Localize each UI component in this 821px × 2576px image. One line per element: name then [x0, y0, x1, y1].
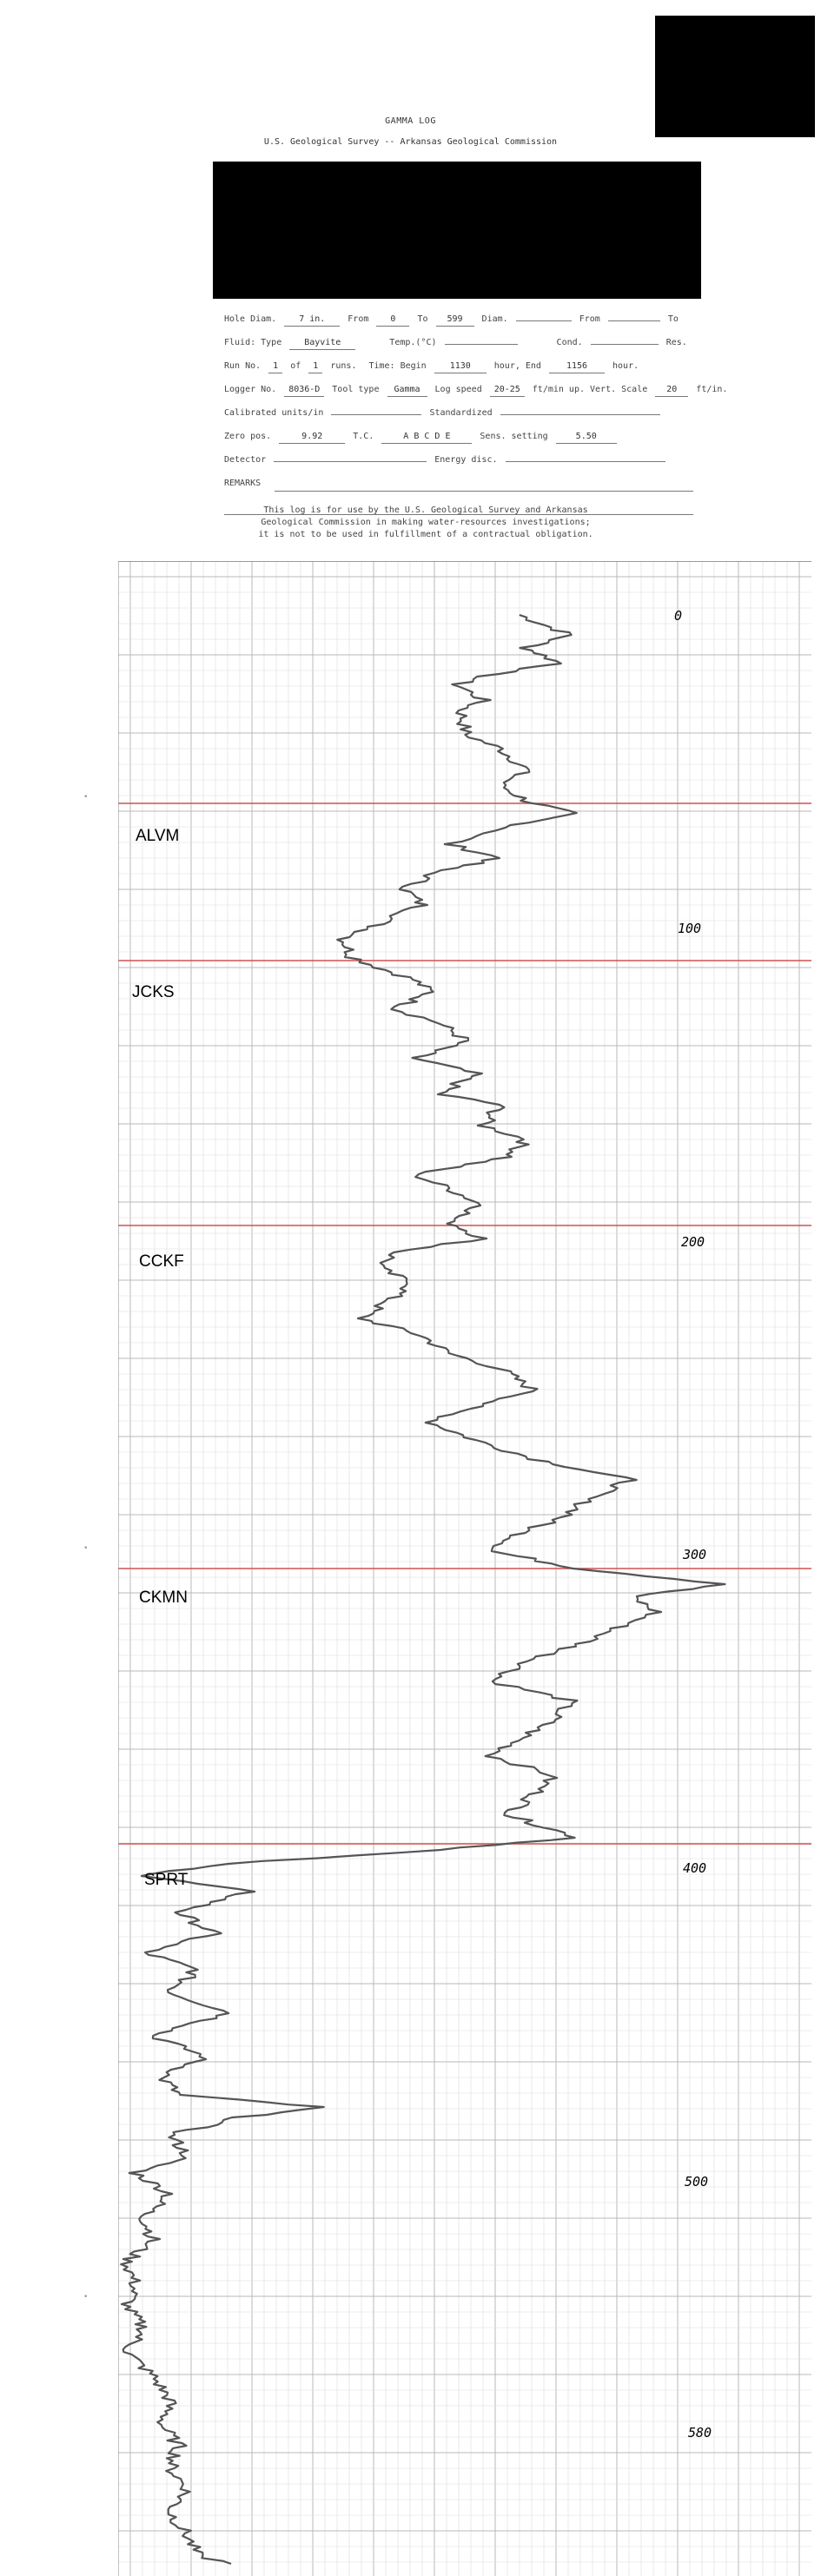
disclaimer-line-3: it is not to be used in fulfillment of a contractual obligation. — [258, 530, 593, 539]
logger-no-value: 8036-D — [284, 384, 324, 397]
remarks-label: REMARKS — [224, 479, 262, 488]
gamma-log-strip — [118, 561, 811, 2576]
runs-label: runs. — [330, 361, 357, 371]
detector-value — [274, 449, 427, 462]
calibrated-label: Calibrated units/in — [224, 408, 324, 418]
zero-pos-label: Zero pos. — [224, 432, 272, 441]
depth-label-500: 500 — [685, 2174, 709, 2190]
form-row-zero — [224, 425, 693, 448]
disclaimer-line-1: This log is for use by the U.S. Geological Survey and Arkansas — [263, 505, 588, 515]
formation-label-ckmn: CKMN — [139, 1589, 188, 1607]
to-label: To — [417, 314, 428, 324]
margin-mark: • — [83, 2293, 89, 2302]
redaction-block-header — [213, 162, 701, 299]
form-row-fluid — [224, 331, 693, 354]
sens-setting-value: 5.50 — [556, 431, 617, 444]
temp-value — [445, 332, 518, 345]
cond-value — [591, 332, 659, 345]
tool-type-value: Gamma — [387, 384, 427, 397]
log-subtitle: U.S. Geological Survey -- Arkansas Geological Commission — [263, 137, 558, 147]
diam-label: Diam. — [481, 314, 508, 324]
to2-label: To — [667, 314, 679, 324]
depth-label-580: 580 — [688, 2425, 712, 2441]
disclaimer — [200, 505, 652, 541]
of-label: of — [290, 361, 301, 371]
standardized-value — [500, 402, 660, 415]
logger-label: Logger No. — [224, 385, 277, 394]
form-row-remarks — [224, 472, 693, 495]
hour-end-label: hour, End — [493, 361, 541, 371]
speed-unit-label: ft/min up. Vert. Scale — [532, 385, 648, 394]
formation-label-alvm: ALVM — [136, 827, 180, 845]
remarks-line — [275, 491, 693, 492]
form-row-calibrated — [224, 401, 693, 425]
detector-label: Detector — [224, 455, 267, 465]
calibrated-value — [331, 402, 421, 415]
sens-setting-label: Sens. setting — [480, 432, 548, 441]
from-label: From — [348, 314, 369, 324]
form-row-detector — [224, 448, 693, 472]
form-row-logger — [224, 378, 728, 401]
cond-label: Cond. — [556, 338, 583, 347]
depth-label-400: 400 — [683, 1860, 707, 1876]
from-value: 0 — [376, 314, 409, 327]
depth-label-300: 300 — [683, 1547, 707, 1562]
margin-mark: • — [83, 1544, 89, 1553]
zero-pos-value: 9.92 — [279, 431, 345, 444]
log-title: GAMMA LOG — [385, 116, 436, 126]
from2-label: From — [579, 314, 600, 324]
from2-value — [608, 308, 660, 321]
run-label: Run No. — [224, 361, 262, 371]
formation-boundaries — [118, 803, 811, 1844]
disclaimer-line-2: Geological Commission in making water-resources investigations; — [261, 518, 591, 527]
margin-mark: • — [83, 793, 89, 802]
formation-label-cckf: CCKF — [139, 1252, 184, 1271]
gamma-log-trace — [121, 615, 725, 2564]
tool-type-label: Tool type — [332, 385, 380, 394]
form-row-run — [224, 354, 693, 378]
time-end-value: 1156 — [549, 360, 605, 373]
fluid-type-value: Bayvite — [289, 337, 355, 350]
scale-unit-label: ft/in. — [696, 385, 728, 394]
log-speed-value: 20-25 — [490, 384, 525, 397]
diam-value — [516, 308, 572, 321]
depth-label-0: 0 — [674, 608, 683, 624]
formation-label-jcks: JCKS — [132, 983, 175, 1001]
energy-disc-value — [506, 449, 665, 462]
tc-value: A B C D E — [381, 431, 472, 444]
tc-label: T.C. — [353, 432, 374, 441]
log-speed-label: Log speed — [434, 385, 482, 394]
hole-diam-label: Hole Diam. — [224, 314, 277, 324]
time-begin-label: Time: Begin — [368, 361, 427, 371]
standardized-label: Standardized — [429, 408, 493, 418]
res-label: Res. — [665, 338, 687, 347]
hour-label: hour. — [612, 361, 639, 371]
run-no-value: 1 — [268, 360, 282, 373]
to-value: 599 — [436, 314, 474, 327]
temp-label: Temp.(°C) — [389, 338, 437, 347]
form-row-hole — [224, 307, 693, 331]
energy-disc-label: Energy disc. — [434, 455, 498, 465]
runs-value: 1 — [308, 360, 322, 373]
fluid-label: Fluid: Type — [224, 338, 282, 347]
depth-label-100: 100 — [678, 921, 702, 936]
time-begin-value: 1130 — [434, 360, 487, 373]
vert-scale-value: 20 — [655, 384, 688, 397]
log-header-form — [224, 307, 728, 519]
formation-label-sprt: SPRT — [144, 1871, 189, 1889]
depth-label-200: 200 — [681, 1234, 705, 1250]
hole-diam-value: 7 in. — [284, 314, 340, 327]
